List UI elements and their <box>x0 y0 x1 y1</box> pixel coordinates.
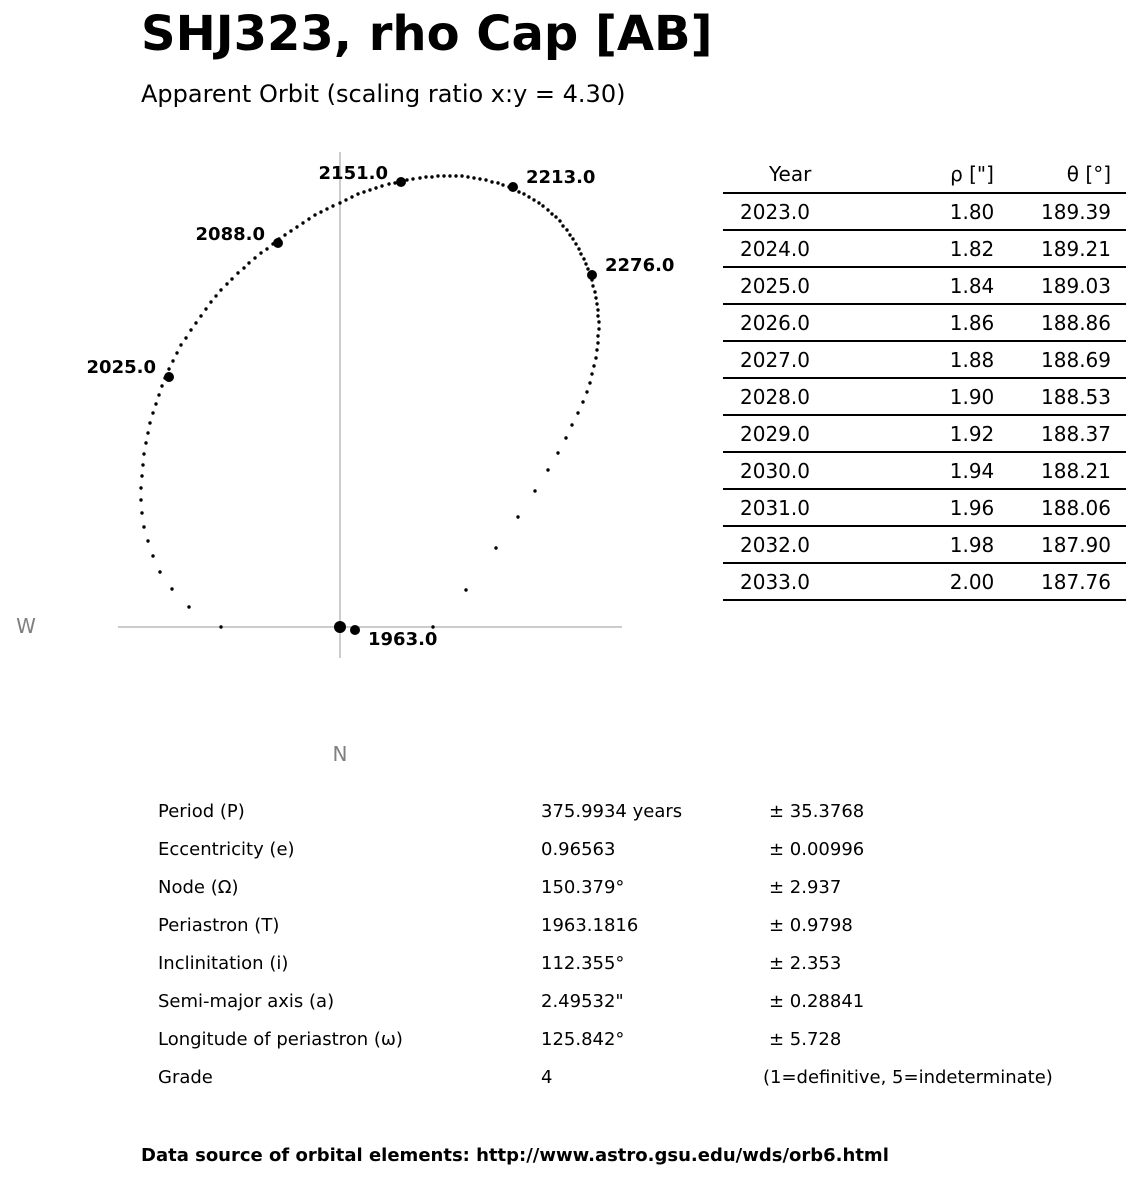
orbit-point <box>596 341 599 344</box>
orbit-point <box>362 190 365 193</box>
orbit-point <box>189 328 192 331</box>
orbit-point <box>582 257 585 260</box>
element-value: 375.9934 years <box>541 801 683 822</box>
orbit-point <box>537 201 540 204</box>
orbit-point <box>558 219 561 222</box>
element-name: Period (P) <box>158 801 245 822</box>
orbit-point <box>533 489 536 492</box>
orbit-point <box>230 277 233 280</box>
orbit-point <box>579 252 582 255</box>
orbit-point <box>586 267 589 270</box>
orbit-point <box>350 195 353 198</box>
epoch-point <box>508 182 518 192</box>
orbit-point <box>289 229 292 232</box>
orbit-point <box>194 321 197 324</box>
orbit-point <box>571 237 574 240</box>
orbit-point <box>436 174 439 177</box>
element-name: Periastron (T) <box>158 915 280 936</box>
orbit-point <box>596 334 599 337</box>
cell-rho: 1.96 <box>894 489 1022 526</box>
element-name: Grade <box>158 1067 213 1088</box>
north-label: N <box>332 742 348 766</box>
element-value: 0.96563 <box>541 839 616 860</box>
orbit-point <box>368 188 371 191</box>
orbit-point <box>593 290 596 293</box>
epoch-point <box>396 177 406 187</box>
orbit-point <box>154 402 157 405</box>
table-row <box>723 526 1126 563</box>
orbit-point <box>594 356 597 359</box>
orbit-point <box>253 256 256 259</box>
orbit-point <box>167 367 170 370</box>
orbit-point <box>141 463 144 466</box>
orbit-point <box>148 421 151 424</box>
orbit-point <box>146 539 149 542</box>
epoch-label: 2025.0 <box>86 357 156 378</box>
cell-year: 2028.0 <box>723 378 894 415</box>
orbit-point <box>146 431 149 434</box>
orbit-point <box>541 204 544 207</box>
orbit-point <box>219 625 222 628</box>
element-name: Inclinitation (i) <box>158 953 289 974</box>
orbit-point <box>522 192 525 195</box>
cell-theta: 189.21 <box>1022 230 1126 267</box>
orbit-point <box>171 359 174 362</box>
element-name: Longitude of periastron (ω) <box>158 1029 403 1050</box>
orbit-point <box>265 247 268 250</box>
element-name: Eccentricity (e) <box>158 839 295 860</box>
element-name: Node (Ω) <box>158 877 239 898</box>
element-error: ± 0.28841 <box>769 991 865 1012</box>
element-error: ± 0.00996 <box>769 839 865 860</box>
orbit-point <box>565 228 568 231</box>
orbit-point <box>259 251 262 254</box>
orbit-point <box>209 300 212 303</box>
orbit-point <box>295 225 298 228</box>
element-value: 1963.1816 <box>541 915 639 936</box>
orbit-point <box>527 195 530 198</box>
orbit-point <box>356 192 359 195</box>
element-value: 150.379° <box>541 877 625 898</box>
orbit-point <box>219 288 222 291</box>
orbit-point <box>591 284 594 287</box>
orbit-point <box>501 183 504 186</box>
cell-rho: 1.94 <box>894 452 1022 489</box>
orbit-point <box>564 436 567 439</box>
table-row <box>723 415 1126 452</box>
orbit-point <box>374 186 377 189</box>
west-label: W <box>16 614 36 638</box>
cell-rho: 1.84 <box>894 267 1022 304</box>
orbit-point <box>466 175 469 178</box>
orbit-point <box>546 468 549 471</box>
orbit-point <box>319 210 322 213</box>
orbit-point <box>179 343 182 346</box>
orbit-point <box>139 486 142 489</box>
cell-year: 2030.0 <box>723 452 894 489</box>
ephemeris-table <box>723 156 1126 601</box>
orbit-point <box>442 174 445 177</box>
orbit-point <box>592 364 595 367</box>
table-row <box>723 267 1126 304</box>
primary-star <box>334 621 346 633</box>
epoch-label: 2088.0 <box>195 224 265 245</box>
epoch-label: 2213.0 <box>526 167 596 188</box>
orbit-point <box>418 176 421 179</box>
orbit-point <box>577 247 580 250</box>
epoch-label: 2276.0 <box>605 255 675 276</box>
orbit-point <box>490 180 493 183</box>
epoch-label: 1963.0 <box>368 629 438 650</box>
orbit-point <box>584 262 587 265</box>
orbit-point <box>151 411 154 414</box>
table-row <box>723 230 1126 267</box>
orbit-point <box>140 474 143 477</box>
orbit-point <box>594 296 597 299</box>
orbit-point <box>516 515 519 518</box>
table-row <box>723 341 1126 378</box>
orbit-point <box>590 372 593 375</box>
cell-year: 2027.0 <box>723 341 894 378</box>
orbit-point <box>170 587 173 590</box>
orbit-point <box>596 314 599 317</box>
cell-rho: 1.80 <box>894 193 1022 230</box>
cell-year: 2032.0 <box>723 526 894 563</box>
cell-theta: 188.06 <box>1022 489 1126 526</box>
epoch-label: 2151.0 <box>318 163 388 184</box>
element-error: (1=definitive, 5=indeterminate) <box>763 1067 1053 1088</box>
orbit-point <box>199 314 202 317</box>
table-row <box>723 378 1126 415</box>
orbit-point <box>460 174 463 177</box>
orbit-point <box>344 198 347 201</box>
orbit-point <box>532 198 535 201</box>
table-row <box>723 563 1126 600</box>
orbit-point <box>581 400 584 403</box>
orbit-point <box>484 178 487 181</box>
orbit-point <box>307 217 310 220</box>
orbit-point <box>595 302 598 305</box>
cell-rho: 1.98 <box>894 526 1022 563</box>
orbit-plot <box>0 0 700 780</box>
orbit-point <box>478 177 481 180</box>
orbit-point <box>142 452 145 455</box>
orbit-point <box>430 175 433 178</box>
orbit-point <box>472 176 475 179</box>
element-name: Semi-major axis (a) <box>158 991 335 1012</box>
element-value: 112.355° <box>541 953 625 974</box>
cell-theta: 189.39 <box>1022 193 1126 230</box>
table-row <box>723 489 1126 526</box>
cell-theta: 187.76 <box>1022 563 1126 600</box>
orbit-point <box>550 212 553 215</box>
orbit-point <box>142 525 145 528</box>
cell-theta: 189.03 <box>1022 267 1126 304</box>
table-row <box>723 304 1126 341</box>
table-row <box>723 452 1126 489</box>
orbit-point <box>424 175 427 178</box>
orbit-point <box>204 307 207 310</box>
orbit-point <box>139 498 142 501</box>
cell-rho: 1.90 <box>894 378 1022 415</box>
orbit-point <box>338 201 341 204</box>
cell-year: 2023.0 <box>723 193 894 230</box>
orbit-point <box>157 393 160 396</box>
orbit-point <box>313 213 316 216</box>
orbit-point <box>175 351 178 354</box>
orbit-point <box>236 271 239 274</box>
orbit-point <box>596 308 599 311</box>
orbit-point <box>454 174 457 177</box>
orbit-point <box>283 233 286 236</box>
orbit-point <box>556 451 559 454</box>
orbit-point <box>597 327 600 330</box>
orbit-point <box>554 215 557 218</box>
orbit-point <box>325 207 328 210</box>
cell-theta: 188.69 <box>1022 341 1126 378</box>
orbit-point <box>546 208 549 211</box>
col-theta: θ [°] <box>1022 156 1126 193</box>
orbit-point <box>588 381 591 384</box>
element-error: ± 2.937 <box>769 877 842 898</box>
orbit-point <box>494 546 497 549</box>
cell-theta: 188.86 <box>1022 304 1126 341</box>
orbit-point <box>160 384 163 387</box>
cell-year: 2029.0 <box>723 415 894 452</box>
orbit-point <box>247 261 250 264</box>
ephemeris-header-row <box>723 156 1126 193</box>
element-value: 4 <box>541 1067 553 1088</box>
cell-theta: 187.90 <box>1022 526 1126 563</box>
orbit-point <box>301 221 304 224</box>
chart-title: SHJ323, rho Cap [AB] <box>141 6 713 62</box>
orbit-point <box>574 242 577 245</box>
orbit-point <box>568 233 571 236</box>
orbit-point <box>561 224 564 227</box>
orbit-point <box>448 174 451 177</box>
element-error: ± 2.353 <box>769 953 842 974</box>
orbit-point <box>158 570 161 573</box>
element-value: 125.842° <box>541 1029 625 1050</box>
orbit-point <box>570 423 573 426</box>
col-year: Year <box>723 156 894 193</box>
orbit-point <box>595 348 598 351</box>
orbit-point <box>225 282 228 285</box>
cell-year: 2026.0 <box>723 304 894 341</box>
table-row <box>723 193 1126 230</box>
col-rho: ρ ["] <box>894 156 1022 193</box>
orbit-point <box>151 554 154 557</box>
epoch-point <box>350 625 360 635</box>
cell-year: 2024.0 <box>723 230 894 267</box>
cell-theta: 188.53 <box>1022 378 1126 415</box>
cell-rho: 1.88 <box>894 341 1022 378</box>
epoch-point <box>164 372 174 382</box>
orbit-point <box>464 588 467 591</box>
cell-theta: 188.21 <box>1022 452 1126 489</box>
cell-rho: 2.00 <box>894 563 1022 600</box>
element-error: ± 5.728 <box>769 1029 842 1050</box>
orbit-point <box>496 181 499 184</box>
cell-rho: 1.92 <box>894 415 1022 452</box>
cell-year: 2025.0 <box>723 267 894 304</box>
cell-year: 2033.0 <box>723 563 894 600</box>
orbit-point <box>411 177 414 180</box>
orbit-point <box>140 511 143 514</box>
element-value: 2.49532" <box>541 991 624 1012</box>
orbit-point <box>331 204 334 207</box>
cell-year: 2031.0 <box>723 489 894 526</box>
element-error: ± 0.9798 <box>769 915 853 936</box>
epoch-point <box>273 238 283 248</box>
orbit-point <box>242 266 245 269</box>
orbit-point <box>187 605 190 608</box>
orbit-point <box>576 411 579 414</box>
orbit-point <box>144 441 147 444</box>
orbit-point <box>184 336 187 339</box>
cell-theta: 188.37 <box>1022 415 1126 452</box>
orbit-point <box>214 294 217 297</box>
cell-rho: 1.86 <box>894 304 1022 341</box>
data-source: Data source of orbital elements: http://www.astro.gsu.edu/wds/orb6.html <box>141 1145 889 1166</box>
chart-subtitle: Apparent Orbit (scaling ratio x:y = 4.30) <box>141 80 626 108</box>
orbit-point <box>585 390 588 393</box>
epoch-point <box>587 270 597 280</box>
element-error: ± 35.3768 <box>769 801 865 822</box>
orbit-point <box>517 190 520 193</box>
orbit-point <box>597 320 600 323</box>
cell-rho: 1.82 <box>894 230 1022 267</box>
orbit-point <box>380 184 383 187</box>
